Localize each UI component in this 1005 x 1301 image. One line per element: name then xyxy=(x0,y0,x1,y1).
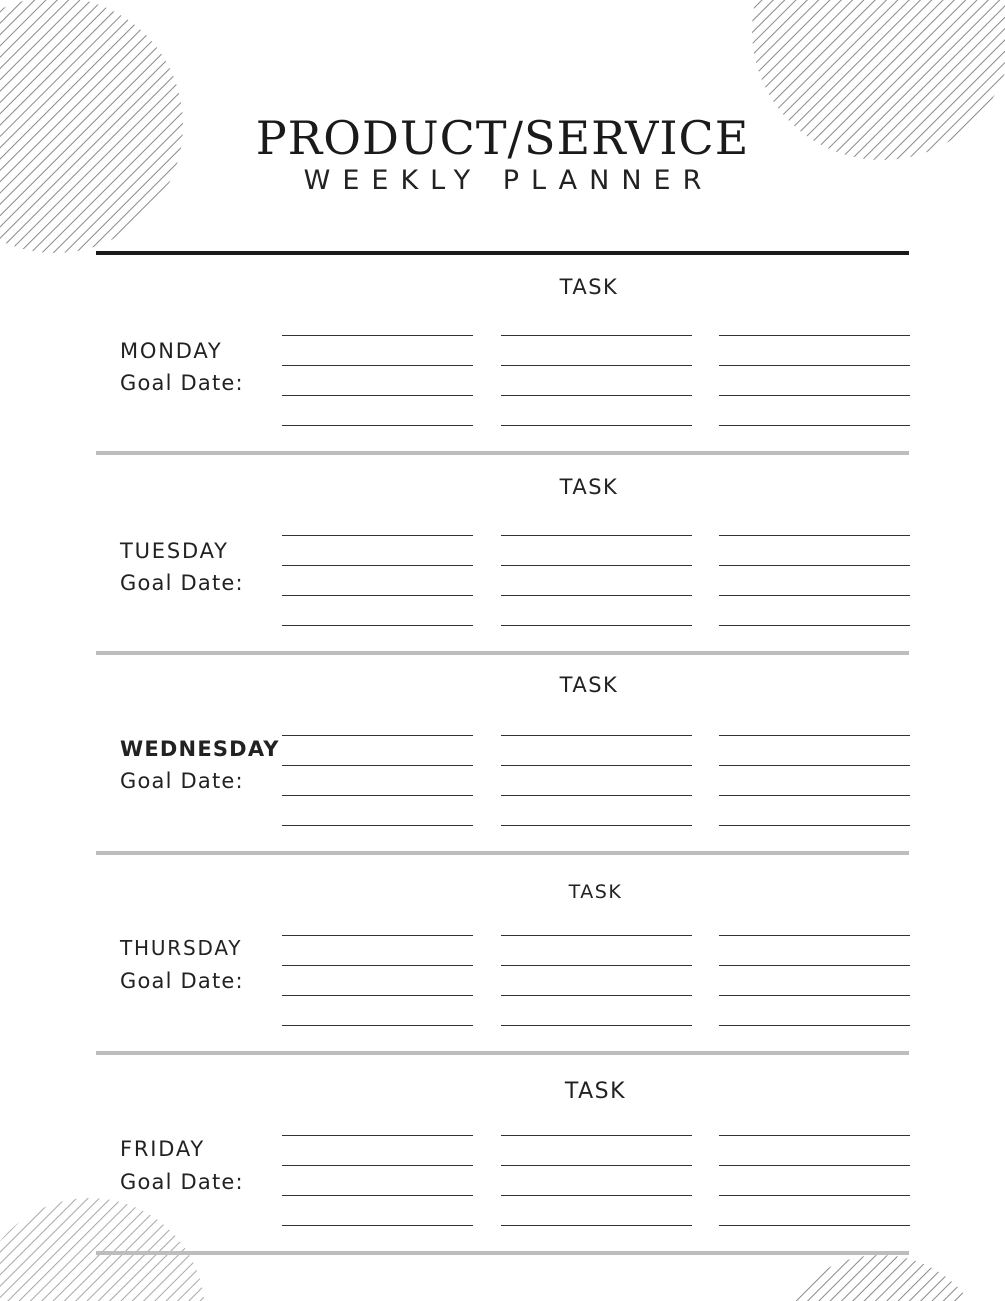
task-heading: TASK xyxy=(564,1079,627,1104)
page-subtitle: WEEKLY PLANNER xyxy=(303,164,714,196)
day-section-thursday xyxy=(96,855,909,1055)
task-write-line[interactable] xyxy=(501,395,692,396)
task-write-line[interactable] xyxy=(501,1225,692,1226)
task-write-line[interactable] xyxy=(719,425,910,426)
task-write-line[interactable] xyxy=(282,395,473,396)
task-write-line[interactable] xyxy=(282,535,473,536)
task-write-line[interactable] xyxy=(501,935,692,936)
task-write-line[interactable] xyxy=(282,765,473,766)
task-write-line[interactable] xyxy=(719,1025,910,1026)
goal-date-label: Goal Date: xyxy=(120,1170,244,1194)
task-write-line[interactable] xyxy=(282,625,473,626)
task-write-line[interactable] xyxy=(501,1135,692,1136)
planner-header xyxy=(0,112,1005,197)
goal-date-label: Goal Date: xyxy=(120,769,244,793)
goal-date-label: Goal Date: xyxy=(120,371,244,395)
task-write-line[interactable] xyxy=(282,795,473,796)
task-write-line[interactable] xyxy=(501,535,692,536)
task-write-line[interactable] xyxy=(719,825,910,826)
task-write-line[interactable] xyxy=(282,595,473,596)
task-write-line[interactable] xyxy=(719,965,910,966)
task-write-line[interactable] xyxy=(282,735,473,736)
task-write-line[interactable] xyxy=(282,1025,473,1026)
task-write-line[interactable] xyxy=(501,565,692,566)
task-write-line[interactable] xyxy=(282,1195,473,1196)
task-write-line[interactable] xyxy=(282,1165,473,1166)
task-write-line[interactable] xyxy=(282,1225,473,1226)
task-write-line[interactable] xyxy=(719,795,910,796)
task-write-line[interactable] xyxy=(719,395,910,396)
goal-date-label: Goal Date: xyxy=(120,571,244,595)
task-write-line[interactable] xyxy=(282,825,473,826)
task-write-line[interactable] xyxy=(501,335,692,336)
day-label: WEDNESDAY xyxy=(120,737,280,761)
day-label: FRIDAY xyxy=(120,1137,206,1161)
task-write-line[interactable] xyxy=(501,625,692,626)
task-write-line[interactable] xyxy=(282,935,473,936)
task-write-line[interactable] xyxy=(719,1135,910,1136)
task-write-line[interactable] xyxy=(719,995,910,996)
task-write-line[interactable] xyxy=(282,1135,473,1136)
task-write-line[interactable] xyxy=(719,335,910,336)
task-write-line[interactable] xyxy=(719,1195,910,1196)
task-write-line[interactable] xyxy=(282,365,473,366)
task-write-line[interactable] xyxy=(719,365,910,366)
task-write-line[interactable] xyxy=(501,825,692,826)
task-write-line[interactable] xyxy=(282,995,473,996)
day-section-wednesday xyxy=(96,655,909,855)
day-section-tuesday xyxy=(96,455,909,655)
section-divider xyxy=(96,1251,909,1255)
task-heading: TASK xyxy=(559,275,619,299)
task-write-line[interactable] xyxy=(719,1225,910,1226)
task-write-line[interactable] xyxy=(719,735,910,736)
task-write-line[interactable] xyxy=(719,1165,910,1166)
task-write-line[interactable] xyxy=(282,965,473,966)
task-write-line[interactable] xyxy=(719,935,910,936)
task-write-line[interactable] xyxy=(501,1165,692,1166)
striped-circle-decoration-bottom-right xyxy=(790,1250,965,1301)
task-heading: TASK xyxy=(559,673,619,697)
task-write-line[interactable] xyxy=(501,365,692,366)
task-write-line[interactable] xyxy=(501,735,692,736)
day-section-friday xyxy=(96,1055,909,1255)
page-title: PRODUCT/SERVICE xyxy=(255,111,750,165)
task-write-line[interactable] xyxy=(501,965,692,966)
day-label: MONDAY xyxy=(120,339,223,363)
task-heading: TASK xyxy=(568,881,623,903)
task-write-line[interactable] xyxy=(719,565,910,566)
day-section-monday xyxy=(96,255,909,455)
task-write-line[interactable] xyxy=(501,425,692,426)
day-label: THURSDAY xyxy=(120,936,243,960)
task-write-line[interactable] xyxy=(501,795,692,796)
day-label: TUESDAY xyxy=(120,539,229,563)
task-write-line[interactable] xyxy=(501,765,692,766)
task-write-line[interactable] xyxy=(501,1025,692,1026)
goal-date-label: Goal Date: xyxy=(120,969,244,993)
task-write-line[interactable] xyxy=(282,425,473,426)
task-write-line[interactable] xyxy=(501,1195,692,1196)
task-write-line[interactable] xyxy=(719,595,910,596)
task-write-line[interactable] xyxy=(282,335,473,336)
task-write-line[interactable] xyxy=(719,625,910,626)
task-write-line[interactable] xyxy=(719,535,910,536)
task-write-line[interactable] xyxy=(282,565,473,566)
task-write-line[interactable] xyxy=(719,765,910,766)
task-write-line[interactable] xyxy=(501,995,692,996)
task-write-line[interactable] xyxy=(501,595,692,596)
task-heading: TASK xyxy=(559,475,619,499)
